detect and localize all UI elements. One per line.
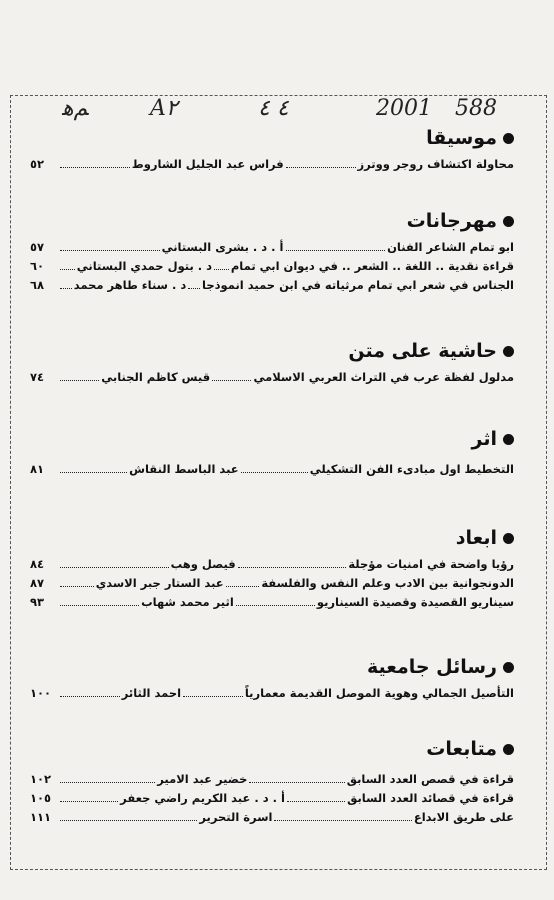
entry-title: ابو تمام الشاعر الفنان bbox=[387, 240, 514, 254]
bullet-icon bbox=[503, 744, 514, 755]
dot-leader bbox=[241, 472, 308, 473]
entry-title: التأصيل الجمالي وهوية الموصل القديمة معمارياً bbox=[244, 686, 514, 700]
section-heading bbox=[30, 527, 514, 549]
entry-page: ٨١ bbox=[30, 462, 45, 476]
dot-leader bbox=[287, 801, 345, 802]
dot-leader bbox=[60, 820, 197, 821]
entry-title: الدونجوانية بين الادب وعلم النفس والفلسفة bbox=[261, 576, 514, 590]
dot-leader bbox=[60, 250, 160, 251]
entry-author: فيصل وهب bbox=[170, 557, 236, 571]
toc-entry bbox=[30, 155, 514, 174]
entry-author: د . سناء طاهر محمد bbox=[73, 278, 187, 292]
entry-author: د . بتول حمدي البستاني bbox=[76, 259, 213, 273]
dot-leader bbox=[60, 586, 94, 587]
entry-author: احمد الثائر bbox=[121, 686, 182, 700]
dot-leader bbox=[238, 567, 347, 568]
dot-leader bbox=[188, 288, 200, 289]
toc-entry bbox=[30, 808, 514, 827]
section-follow-ups bbox=[30, 738, 514, 827]
dot-leader bbox=[286, 167, 356, 168]
entry-title: قراءة في قصائد العدد السابق bbox=[347, 791, 514, 805]
section-title: حاشية على متن bbox=[348, 340, 497, 362]
dot-leader bbox=[214, 269, 229, 270]
handwritten-d: 2001 bbox=[376, 96, 432, 121]
dot-leader bbox=[183, 696, 243, 697]
toc-entry bbox=[30, 257, 514, 276]
entry-author: اسرة التحرير bbox=[199, 810, 273, 824]
entry-author: خضير عبد الامير bbox=[157, 772, 248, 786]
section-heading bbox=[30, 428, 514, 450]
section-heading bbox=[30, 738, 514, 760]
entry-page: ٨٧ bbox=[30, 576, 45, 590]
bullet-icon bbox=[503, 662, 514, 673]
entry-title: قراءة نقدية .. اللغة .. الشعر .. في ديوان ابي تمام bbox=[230, 259, 514, 273]
section-title: رسائل جامعية bbox=[366, 656, 497, 678]
entry-page: ٩٣ bbox=[30, 595, 45, 609]
toc-entry bbox=[30, 574, 514, 593]
dot-leader bbox=[212, 380, 251, 381]
dot-leader bbox=[60, 472, 127, 473]
toc-entry bbox=[30, 368, 514, 387]
section-heading bbox=[30, 656, 514, 678]
entry-page: ٦٨ bbox=[30, 278, 45, 292]
dot-leader bbox=[60, 801, 118, 802]
dot-leader bbox=[60, 167, 130, 168]
toc-entry bbox=[30, 593, 514, 612]
dot-leader bbox=[60, 696, 120, 697]
entry-page: ٦٠ bbox=[30, 259, 45, 273]
entry-title: على طريق الابداع bbox=[413, 810, 514, 824]
dot-leader bbox=[60, 605, 139, 606]
dot-leader bbox=[236, 605, 315, 606]
section-margin bbox=[30, 340, 514, 387]
entry-author: عبد الباسط النقاش bbox=[129, 462, 239, 476]
dot-leader bbox=[226, 586, 260, 587]
toc-entry bbox=[30, 555, 514, 574]
entry-page: ٥٧ bbox=[30, 240, 45, 254]
section-heading bbox=[30, 210, 514, 232]
handwritten-b: A٢ bbox=[150, 96, 178, 121]
entry-page: ١٠٥ bbox=[30, 791, 52, 805]
bullet-icon bbox=[503, 434, 514, 445]
entry-title: رؤيا واضحة في امنيات مؤجلة bbox=[348, 557, 514, 571]
entry-title: سيناريو القصيدة وقصيدة السيناريو bbox=[316, 595, 514, 609]
section-music bbox=[30, 127, 514, 174]
toc-entry bbox=[30, 789, 514, 808]
section-title: موسيقا bbox=[426, 127, 497, 149]
dot-leader bbox=[274, 820, 411, 821]
entry-author: عبد الستار جبر الاسدي bbox=[95, 576, 224, 590]
bullet-icon bbox=[503, 133, 514, 144]
section-title: اثر bbox=[471, 428, 497, 450]
entry-author: فراس عبد الجليل الشاروط bbox=[131, 157, 284, 171]
entry-page: ١٠٢ bbox=[30, 772, 52, 786]
entry-title: مدلول لفظة عرب في التراث العربي الاسلامي bbox=[253, 370, 514, 384]
section-title: مهرجانات bbox=[406, 210, 497, 232]
section-theses bbox=[30, 656, 514, 703]
bullet-icon bbox=[503, 216, 514, 227]
section-heading bbox=[30, 340, 514, 362]
entry-title: التخطيط اول مبادىء الفن التشكيلي bbox=[309, 462, 514, 476]
dot-leader bbox=[60, 567, 169, 568]
entry-author: أ . د . عبد الكريم راضي جعفر bbox=[120, 791, 285, 805]
toc-entry bbox=[30, 770, 514, 789]
handwritten-notes bbox=[0, 88, 554, 128]
section-trace bbox=[30, 428, 514, 479]
entry-page: ١٠٠ bbox=[30, 686, 52, 700]
bullet-icon bbox=[503, 346, 514, 357]
section-dimensions bbox=[30, 527, 514, 612]
dot-leader bbox=[286, 250, 386, 251]
dot-leader bbox=[249, 782, 344, 783]
section-title: ابعاد bbox=[455, 527, 497, 549]
dot-leader bbox=[60, 782, 155, 783]
entry-title: قراءة في قصص العدد السابق bbox=[346, 772, 514, 786]
toc-entry bbox=[30, 684, 514, 703]
entry-title: محاولة اكتشاف روجر ووترز bbox=[357, 157, 514, 171]
entry-author: أ . د . بشرى البستاني bbox=[161, 240, 284, 254]
toc-entry bbox=[30, 460, 514, 479]
section-heading bbox=[30, 127, 514, 149]
dot-leader bbox=[60, 269, 75, 270]
dot-leader bbox=[60, 288, 72, 289]
dot-leader bbox=[60, 380, 99, 381]
bullet-icon bbox=[503, 533, 514, 544]
toc-entry bbox=[30, 238, 514, 257]
entry-page: ١١١ bbox=[30, 810, 52, 824]
entry-page: ٧٤ bbox=[30, 370, 45, 384]
handwritten-c: ٤ ٤ bbox=[258, 96, 289, 121]
handwritten-a: ﻢﻫ bbox=[62, 96, 89, 121]
handwritten-e: 588 bbox=[455, 96, 497, 121]
toc-entry bbox=[30, 276, 514, 295]
entry-author: قيس كاظم الجنابي bbox=[101, 370, 211, 384]
entry-page: ٥٢ bbox=[30, 157, 45, 171]
entry-title: الجناس في شعر ابي تمام مرثياته في ابن حميد انموذجا bbox=[202, 278, 514, 292]
section-title: متابعات bbox=[426, 738, 497, 760]
entry-page: ٨٤ bbox=[30, 557, 45, 571]
section-festivals bbox=[30, 210, 514, 295]
entry-author: اثير محمد شهاب bbox=[141, 595, 234, 609]
